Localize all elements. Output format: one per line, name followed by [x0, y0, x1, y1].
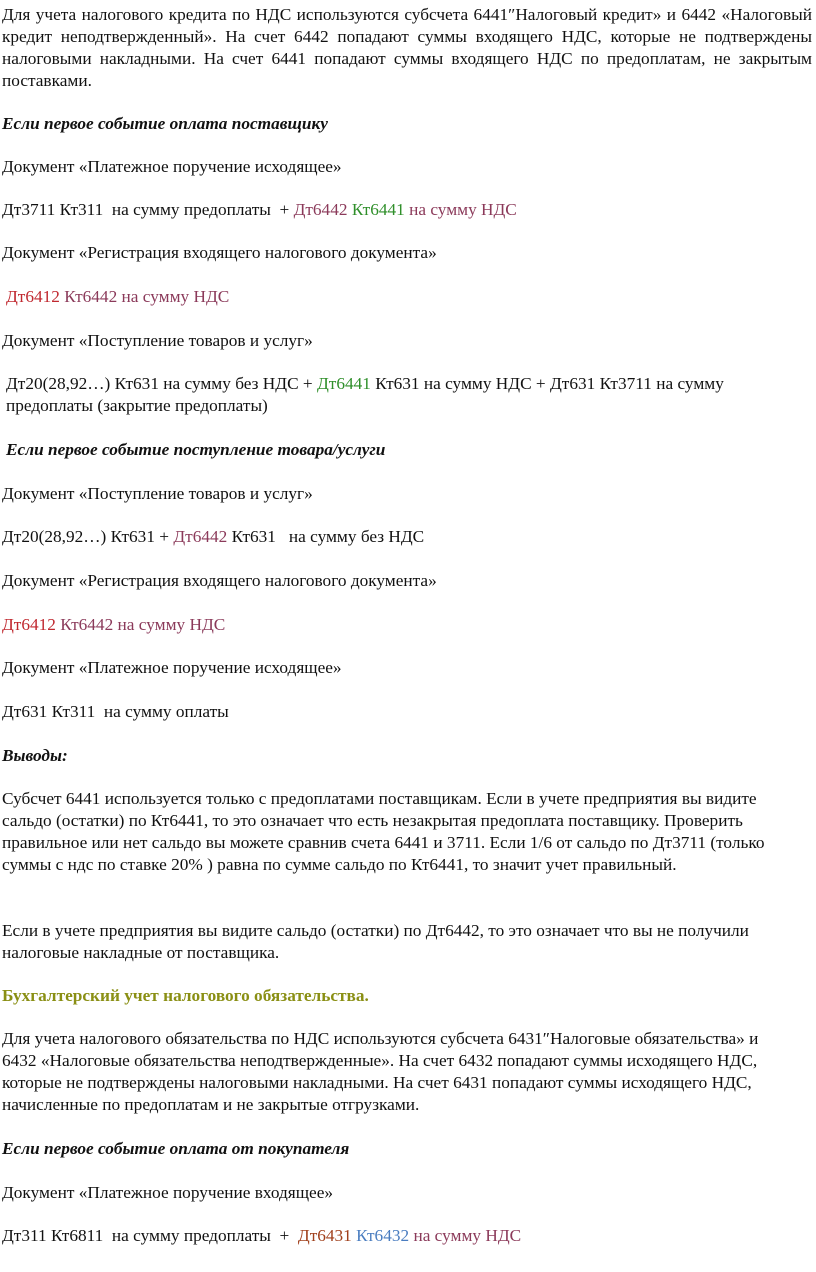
case1-doc3: Документ «Поступление товаров и услуг»: [2, 331, 313, 350]
entry-text-vat: на сумму НДС: [117, 287, 230, 306]
case3-doc1: Документ «Платежное поручение входящее»: [2, 1183, 334, 1202]
entry-text: Дт311 Кт6811 на сумму предоплаты +: [2, 1226, 298, 1245]
case1-doc1: Документ «Платежное поручение исходящее»: [2, 157, 342, 176]
account-dt6412: Дт6412: [6, 287, 60, 306]
account-dt6442: Дт6442: [173, 527, 228, 546]
case2-entry3: Дт631 Кт311 на сумму оплаты: [2, 702, 229, 721]
case1-entry2: [6, 286, 229, 308]
case3-entry1: [2, 1225, 521, 1247]
case2-entry2: [2, 614, 225, 636]
section-title: Бухгалтерский учет налогового обязательства.: [2, 986, 369, 1005]
account-dt6442: Дт6442: [293, 200, 348, 219]
case2-heading: Если первое событие поступление товара/услуги: [6, 440, 386, 459]
conclusions-heading: Выводы:: [2, 746, 68, 765]
intro-vat-credit-paragraph: Для учета налогового кредита по НДС используются субсчета 6441″Налоговый кредит» и 6442 «Налоговый кредит неподтвержденный». На счет 6442 попадают суммы входящего НДС, которые не подтверждены налоговыми накладными. На счет 6441 попадают суммы входящего НДС по предоплатам, не закрытым поставками.: [2, 5, 812, 90]
intro-vat-liability-paragraph: Для учета налогового обязательства по НДС используются субсчета 6431″Налоговые обязательства» и 6432 «Налоговые обязательства неподтвержденные». На счет 6432 попадают суммы исходящего НДС, которые не подтверждены налоговыми накладными. На счет 6431 попадают суммы исходящего НДС, начисленные по предоплатам и не закрытые отгрузками.: [2, 1029, 759, 1114]
case1-entry3: [6, 373, 812, 417]
account-kt6442: Кт6442: [64, 287, 118, 306]
case2-doc1: Документ «Поступление товаров и услуг»: [2, 484, 313, 503]
case2-entry1: [2, 526, 424, 548]
account-dt6441: Дт6441: [316, 374, 371, 393]
conclusions-paragraph-2: Если в учете предприятия вы видите сальдо (остатки) по Дт6442, то это означает что вы не получили налоговые накладные от поставщика.: [2, 921, 749, 962]
account-dt6431: Дт6431: [297, 1226, 352, 1245]
entry-text-vat: на сумму НДС: [113, 615, 226, 634]
entry-text: Дт20(28,92…) Кт631 +: [2, 527, 174, 546]
entry-text-vat: на сумму НДС: [409, 1226, 522, 1245]
case2-doc2: Документ «Регистрация входящего налогового документа»: [2, 571, 437, 590]
account-kt6441: Кт6441: [351, 200, 405, 219]
case2-doc3: Документ «Платежное поручение исходящее»: [2, 658, 342, 677]
account-kt6432: Кт6432: [356, 1226, 410, 1245]
conclusions-paragraph-1: Субсчет 6441 используется только с предоплатами поставщикам. Если в учете предприятия вы видите сальдо (остатки) по Кт6441, то это означает что есть незакрытая предоплата поставщику. Проверить правильное или нет сальдо вы можете сравнив счета 6441 и 3711. Если 1/6 от сальдо по Дт3711 (только суммы с ндс по ставке 20% ) равна по сумме сальдо по Кт6441, то значит учет правильный.: [2, 789, 765, 874]
entry-text: Дт3711 Кт311 на сумму предоплаты +: [2, 200, 294, 219]
case1-entry1: [2, 199, 517, 221]
case1-heading: Если первое событие оплата поставщику: [2, 114, 328, 133]
entry-text: Кт631 на сумму без НДС: [227, 527, 425, 546]
entry-text-vat: на сумму НДС: [404, 200, 517, 219]
case3-heading: Если первое событие оплата от покупателя: [2, 1139, 350, 1158]
entry-text: Дт20(28,92…) Кт631 на сумму без НДС +: [6, 374, 317, 393]
entry-text: Кт631 на сумму НДС + Дт631 Кт3711 на сумму предоплаты (закрытие предоплаты): [6, 374, 724, 415]
case1-doc2: Документ «Регистрация входящего налогового документа»: [2, 243, 437, 262]
account-kt6442: Кт6442: [60, 615, 114, 634]
account-dt6412: Дт6412: [2, 615, 56, 634]
